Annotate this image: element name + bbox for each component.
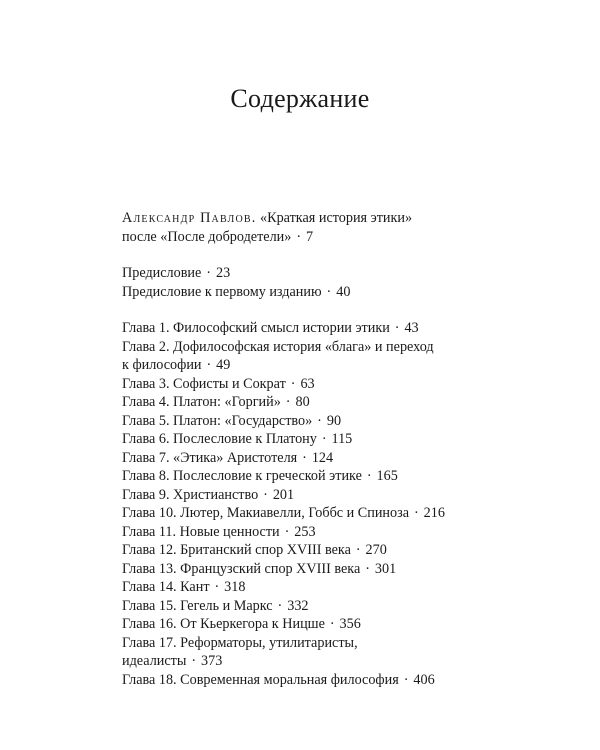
toc-entry <box>122 393 462 412</box>
toc-entry <box>122 523 462 542</box>
toc-intro-line-2 <box>122 228 462 247</box>
separator-dot: · <box>329 616 335 632</box>
entry-page-number: 253 <box>294 523 316 540</box>
intro-author: Александр Павлов. <box>122 210 257 226</box>
toc-entry <box>122 412 462 431</box>
toc-entry <box>122 338 462 375</box>
toc-entry <box>122 671 462 690</box>
chapter-list <box>122 319 462 689</box>
separator-dot: · <box>355 542 361 558</box>
separator-dot: · <box>290 375 296 392</box>
entry-title: Глава 10. Лютер, Макиавелли, Гоббс и Спиноза <box>122 505 410 521</box>
entry-page-number: 40 <box>336 283 351 300</box>
entry-page-number: 201 <box>272 486 295 503</box>
entry-title: Предисловие к первому изданию <box>122 283 322 300</box>
table-of-contents <box>122 209 462 689</box>
toc-entry <box>122 486 462 505</box>
entry-title: Глава 17. Реформаторы, утилитаристы, <box>122 634 358 651</box>
toc-entry <box>122 615 462 634</box>
entry-title: Глава 8. Послесловие к греческой этике <box>122 468 362 484</box>
intro-title-part-1: «Краткая история этики» <box>260 210 413 226</box>
toc-entry <box>122 264 462 283</box>
spacer <box>122 301 462 319</box>
separator-dot: · <box>206 265 212 281</box>
entry-page-number: 63 <box>300 375 315 392</box>
entry-page-number: 356 <box>339 616 361 632</box>
page-title: Содержание <box>230 84 370 113</box>
entry-page-number: 90 <box>326 412 342 429</box>
entry-title: Глава 16. От Кьеркегора к Ницше <box>122 616 325 632</box>
toc-entry <box>122 283 462 302</box>
entry-page-number: 43 <box>404 320 419 336</box>
entry-title: Глава 13. Французский спор XVIII века <box>122 560 361 577</box>
toc-entry <box>122 541 462 560</box>
separator-dot: · <box>214 579 220 595</box>
separator-dot: · <box>366 468 372 484</box>
preface-list <box>122 264 462 301</box>
toc-entry <box>122 375 462 394</box>
separator-dot: · <box>321 431 327 447</box>
entry-page-number: 318 <box>224 579 246 595</box>
entry-title: Глава 9. Христианство <box>122 486 259 503</box>
toc-entry <box>122 597 462 616</box>
entry-title: Глава 2. Дофилософская история «блага» и переход <box>122 338 434 355</box>
separator-dot: · <box>263 486 268 503</box>
toc-entry <box>122 319 462 338</box>
intro-title-part-2: после «После добродетели» <box>122 228 292 245</box>
entry-page-number: 124 <box>311 449 334 466</box>
entry-page-number: 332 <box>287 597 309 614</box>
entry-title: Глава 6. Послесловие к Платону <box>122 431 317 447</box>
entry-title-continuation: идеалисты <box>122 653 187 669</box>
separator-dot: · <box>365 560 370 577</box>
intro-page-number: 7 <box>306 228 314 245</box>
entry-page-number: 216 <box>423 505 445 521</box>
separator-dot: · <box>285 394 291 410</box>
separator-dot: · <box>326 283 332 300</box>
toc-entry <box>122 634 462 671</box>
entry-title: Глава 3. Софисты и Сократ <box>122 375 286 392</box>
separator-dot: · <box>394 320 400 336</box>
entry-page-number: 301 <box>374 560 397 577</box>
entry-page-number: 23 <box>215 265 231 281</box>
spacer <box>122 246 462 264</box>
separator-dot: · <box>284 523 290 540</box>
entry-title: Глава 7. «Этика» Аристотеля <box>122 449 298 466</box>
toc-entry <box>122 560 462 579</box>
separator-dot: · <box>206 357 212 373</box>
entry-title: Глава 1. Философский смысл истории этики <box>122 320 390 336</box>
entry-title: Глава 4. Платон: «Горгий» <box>122 394 281 410</box>
separator-dot: · <box>296 228 302 245</box>
toc-intro-line-1 <box>122 209 462 228</box>
toc-entry <box>122 449 462 468</box>
separator-dot: · <box>317 412 322 429</box>
entry-title: Предисловие <box>122 265 202 281</box>
entry-page-number: 270 <box>365 542 387 558</box>
entry-page-number: 165 <box>376 468 398 484</box>
entry-title: Глава 12. Британский спор XVIII века <box>122 542 351 558</box>
entry-title-continuation: к философии <box>122 357 202 373</box>
separator-dot: · <box>403 671 409 688</box>
separator-dot: · <box>413 505 419 521</box>
entry-page-number: 406 <box>413 671 435 688</box>
toc-entry <box>122 578 462 597</box>
separator-dot: · <box>302 449 307 466</box>
toc-entry <box>122 430 462 449</box>
entry-title: Глава 18. Современная моральная философия <box>122 671 399 688</box>
entry-page-number: 115 <box>331 431 353 447</box>
entry-title: Глава 5. Платон: «Государство» <box>122 412 313 429</box>
entry-title: Глава 15. Гегель и Маркс <box>122 597 273 614</box>
entry-page-number: 80 <box>295 394 310 410</box>
entry-page-number: 373 <box>201 653 223 669</box>
entry-page-number: 49 <box>216 357 231 373</box>
entry-title: Глава 14. Кант <box>122 579 210 595</box>
toc-entry <box>122 504 462 523</box>
entry-title: Глава 11. Новые ценности <box>122 523 280 540</box>
toc-entry <box>122 467 462 486</box>
separator-dot: · <box>277 597 283 614</box>
separator-dot: · <box>191 653 197 669</box>
